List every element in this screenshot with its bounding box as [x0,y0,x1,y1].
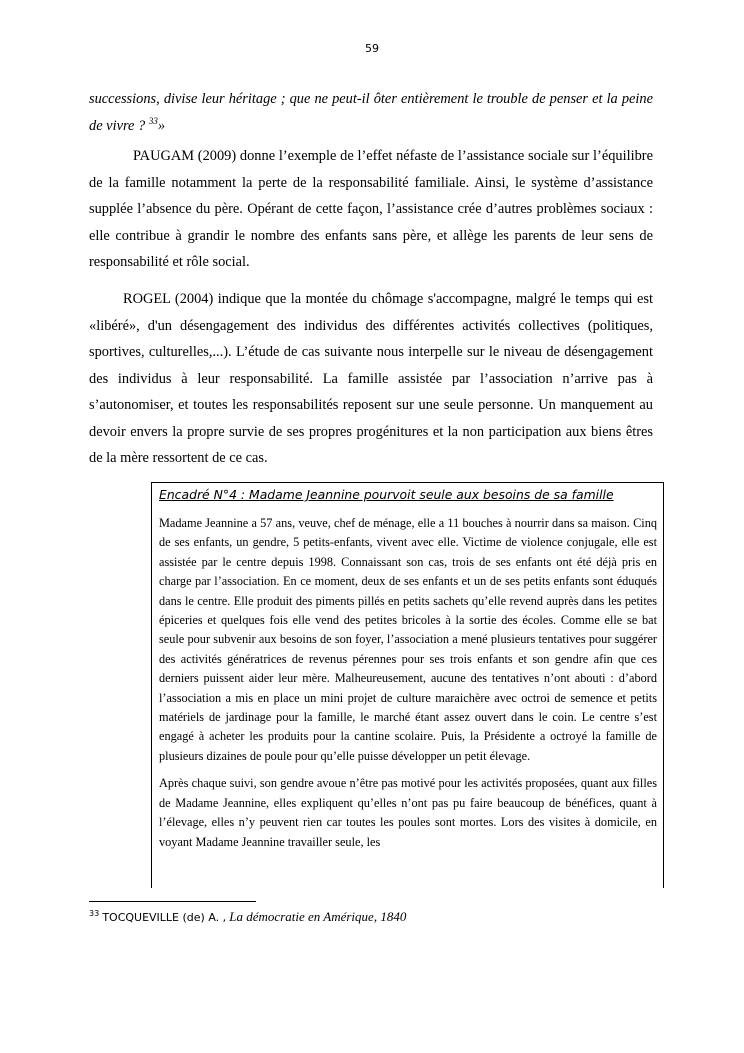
encadre-box [151,482,664,888]
footnote [89,909,406,925]
footnote-ref[interactable]: 33 [148,115,158,126]
box-paragraph-1: Madame Jeannine a 57 ans, veuve, chef de ménage, elle a 11 bouches à nourrir dans sa maison. Cinq de ses enfants, un gendre, 5 petits-enfants, vivent avec elle. Victime de violence conjugale, elle est assistée par le centre depuis 1998. Connaissant son cas, trois de ses enfants ont été déjà pris en charge par l’association. En ce moment, deux de ses enfants et un de ses petits enfants sont éduqués dans le centre. Elle produit des piments pillés en petits sachets qu’elle revend auprès dans les petites épiceries et quelques fois elle vend des petites bricoles à la sortie des écoles. Comme elle se bat seule pour subvenir aux besoins de son foyer, l’association a mené plusieurs tentatives pour suggérer des activités génératrices de revenus pérennes pour ses trois enfants et son gendre afin que ces derniers puissent aider leur mère. Malheureusement, aucune des tentatives n’ont abouti : d’abord l’association a mis en place un mini projet de culture maraichère avec octroi de semence et petits matériels de jardinage pour la famille, le marché étant assez ouvert dans le coin. Le centre s’est engagé à acheter les produits pour la cantine scolaire. Puis, la Présidente a octroyé la famille de plusieurs dizaines de poule pour qu’elle puisse développer un petit élevage. [159,516,657,763]
box-title: Encadré N°4 : Madame Jeannine pourvoit seule aux besoins de sa famille [159,487,614,502]
footnote-number: 33 [89,909,100,918]
paragraph-paugam: PAUGAM (2009) donne l’exemple de l’effet néfaste de l’assistance sociale sur l’équilibre de la famille notamment la perte de la responsabilité familiale. Ainsi, le système d’assistance supplée l’absence du père. Opérant de cette façon, l’assistance crée d’autres problèmes sociaux : elle contribue à grandir le nombre des enfants sans père, et allège les parents de leur sens de responsabilité et rôle social. [89,148,653,270]
quote-paragraph [89,86,653,139]
box-paragraph-2: Après chaque suivi, son gendre avoue n’être pas motivé pour les activités proposées, quant aux filles de Madame Jeannine, elles expliquent qu’elles n’ont pas pu faire beaucoup de bénéfices, quant à l’élevage, elles n’y peuvent rien car toutes les poules sont mortes. Lors des visites à domicile, en voyant Madame Jeannine travailler seule, les [159,776,657,849]
quote-closing: » [157,117,166,134]
paragraph-rogel: ROGEL (2004) indique que la montée du chômage s'accompagne, malgré le temps qui est «libéré», d'un désengagement des individus des différentes activités collectives (politiques, sportives, culturelles,...). L’étude de cas suivante nous interpelle sur le niveau de désengagement des individus à leur responsabilité. La famille assistée par l’association n’arrive pas à s’autonomiser, et toutes les responsabilités reposent sur une seule personne. Un manquement au devoir envers la propre survie de ses propres progénitures et la non participation aux biens êtres de la mère ressortent de ce cas. [89,291,653,466]
footnote-title: La démocratie en Amérique, 1840 [229,909,407,925]
quote-text: successions, divise leur héritage ; que ne peut-il ôter entièrement le trouble de penser et la peine de vivre ? [89,91,653,134]
footnote-author: TOCQUEVILLE (de) A. , [102,911,227,925]
page-number: 59 [365,42,379,55]
footnote-separator [89,901,256,902]
